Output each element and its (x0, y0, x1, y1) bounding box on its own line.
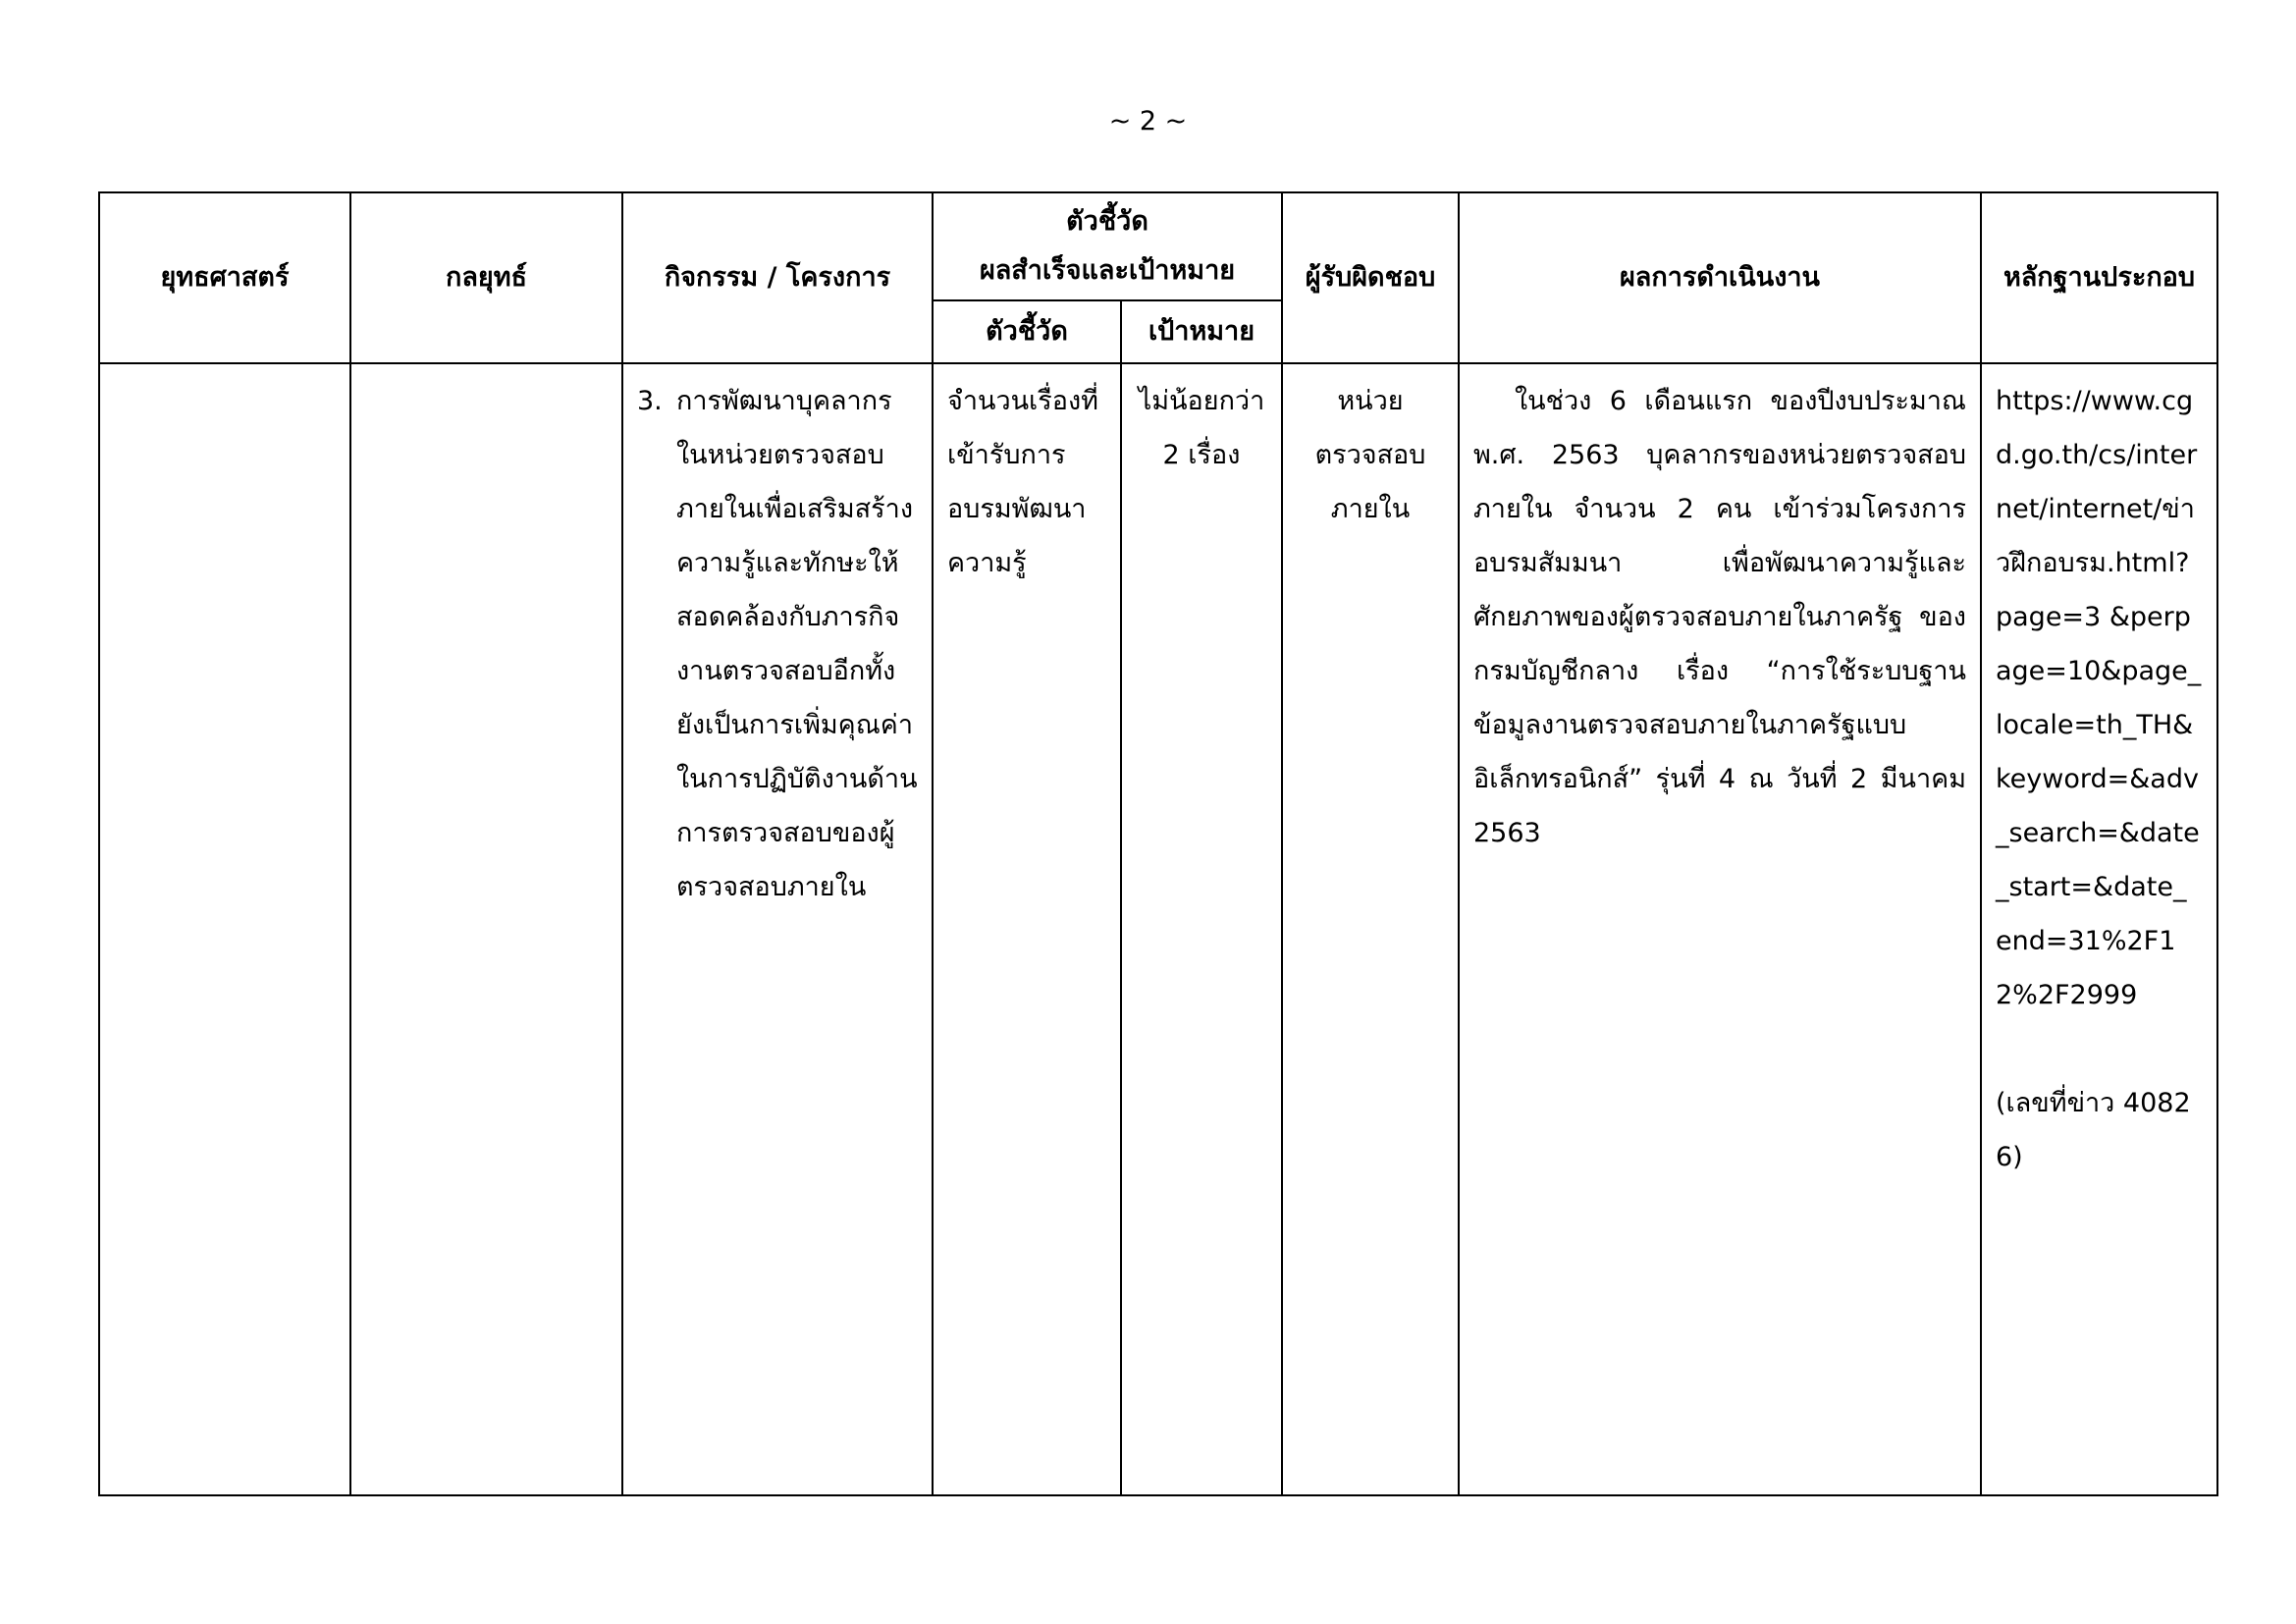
cell-result (1459, 363, 1981, 1495)
evidence-note: (เลขที่ข่าว 40826) (1996, 1088, 2191, 1172)
performance-report-table (98, 191, 2218, 1496)
header-result: ผลการดำเนินงาน (1459, 192, 1981, 363)
evidence-url[interactable]: https://www.cgd.go.th/cs/internet/internet/ข่าวฝึกอบรม.html?page=3 &perpage=10&page_locale=th_TH&keyword=&adv_search=&date_start=&date_end=31%2F12%2F2999 (1996, 386, 2202, 1010)
header-target: เป้าหมาย (1121, 300, 1282, 363)
page-number: ~ 2 ~ (1108, 106, 1188, 136)
cell-tactic (350, 363, 622, 1495)
header-evidence: หลักฐานประกอบ (1981, 192, 2217, 363)
cell-responsible: หน่วย ตรวจสอบ ภายใน (1282, 363, 1459, 1495)
header-responsible: ผู้รับผิดชอบ (1282, 192, 1459, 363)
table-row (99, 363, 2217, 1495)
cell-indicator (933, 363, 1121, 1495)
header-tactic: กลยุทธ์ (350, 192, 622, 363)
header-row (99, 192, 2217, 300)
header-indicator-group: ตัวชี้วัด ผลสำเร็จและเป้าหมาย (933, 192, 1282, 300)
indicator-text: จำนวนเรื่องที่เข้ารับการอบรมพัฒนาความรู้ (947, 386, 1098, 578)
cell-evidence (1981, 363, 2217, 1495)
header-strategy: ยุทธศาสตร์ (99, 192, 350, 363)
header-activity: กิจกรรม / โครงการ (622, 192, 933, 363)
header-indicator: ตัวชี้วัด (933, 300, 1121, 363)
cell-strategy (99, 363, 350, 1495)
cell-target: ไม่น้อยกว่า 2 เรื่อง (1121, 363, 1282, 1495)
cell-activity (622, 363, 933, 1495)
result-text: ในช่วง 6 เดือนแรก ของปีงบประมาณ พ.ศ. 2563 บุคลากรของหน่วยตรวจสอบภายใน จำนวน 2 คน เข้าร่วมโครงการอบรมสัมมนา เพื่อพัฒนาความรู้และศักยภาพของผู้ตรวจสอบภายในภาครัฐ ของกรมบัญชีกลาง เรื่อง “การใช้ระบบฐานข้อมูลงานตรวจสอบภายในภาครัฐแบบอิเล็กทรอนิกส์” รุ่นที่ 4 ณ วันที่ 2 มีนาคม 2563 (1473, 386, 1966, 848)
activity-text: การพัฒนาบุคลากรในหน่วยตรวจสอบภายในเพื่อเสริมสร้างความรู้และทักษะให้สอดคล้องกับภารกิจงานตรวจสอบอีกทั้งยังเป็นการเพิ่มคุณค่าในการปฏิบัติงานด้านการตรวจสอบของผู้ตรวจสอบภายใน (676, 386, 918, 902)
activity-number: 3. (637, 386, 663, 416)
